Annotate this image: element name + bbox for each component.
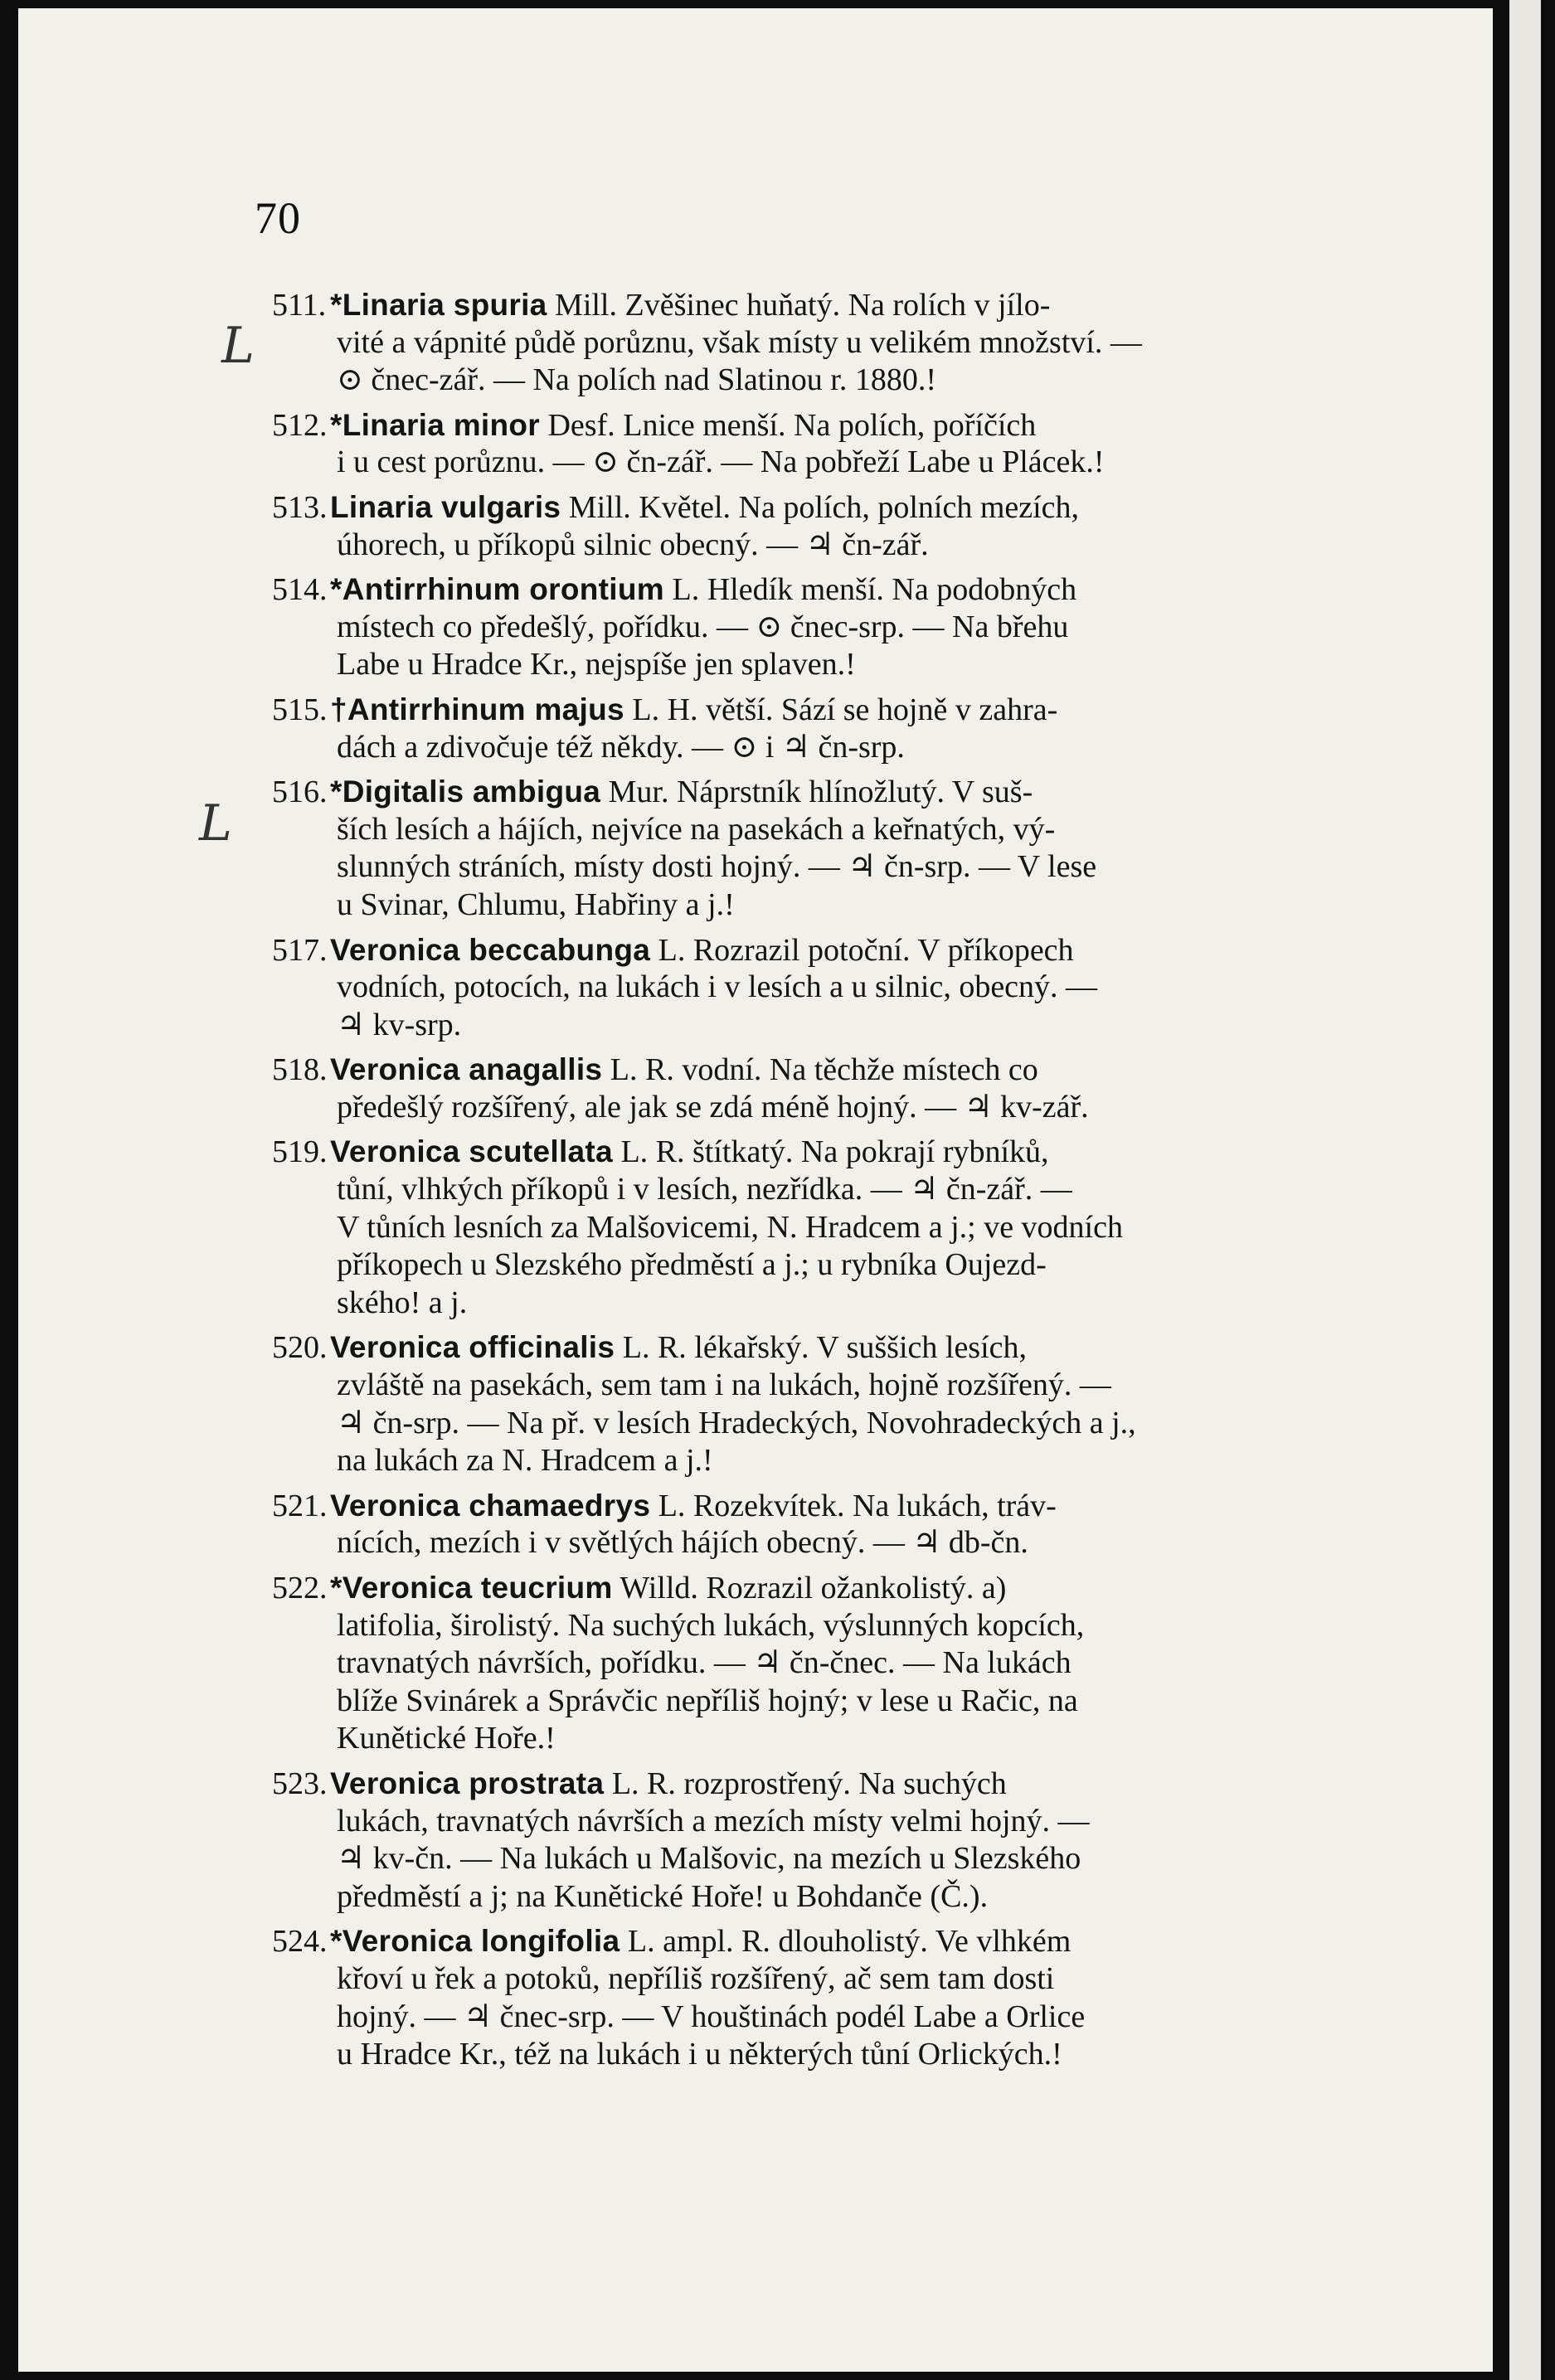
entry-text: příkopech u Slezského předměstí a j.; u rybníka Oujezd- xyxy=(337,1247,1047,1283)
entry xyxy=(272,286,1400,400)
entry-text: L. R. rozprostřený. Na suchých xyxy=(604,1766,1007,1801)
entry-first-line xyxy=(272,571,1400,609)
entry-number: 518. xyxy=(272,1052,328,1088)
entry xyxy=(272,1922,1400,2073)
entry xyxy=(272,691,1400,766)
entry-text: Labe u Hradce Kr., nejspíše jen splaven.! xyxy=(337,647,856,682)
entry-text: nících, mezích i v světlých hájích obecný. — ♃ db-čn. xyxy=(337,1525,1028,1561)
entry-line xyxy=(272,1840,1400,1878)
entry-text: Mur. Náprstník hlínožlutý. V suš- xyxy=(600,775,1033,810)
entry-number: 522. xyxy=(272,1571,328,1605)
entry-first-line xyxy=(272,488,1400,527)
entry-first-line xyxy=(272,773,1400,811)
entry-first-line xyxy=(272,1487,1400,1525)
entry-line xyxy=(272,1285,1400,1323)
entry-first-line xyxy=(272,1051,1400,1089)
entry-text: L. R. štítkatý. Na pokrají rybníků, xyxy=(612,1134,1049,1170)
entry-number: 513. xyxy=(272,489,328,525)
entry-text: L. ampl. R. dlouholistý. Ve vlhkém xyxy=(620,1924,1071,1960)
entry-line xyxy=(272,1524,1400,1562)
entry-line xyxy=(272,444,1400,482)
entry-text: vité a vápnité půdě porůznu, však místy u velikém množství. — xyxy=(337,324,1142,360)
species-name: Veronica prostrata xyxy=(330,1766,605,1800)
entry-text: Mill. Květel. Na polích, polních mezích, xyxy=(561,489,1080,525)
entry-text: místech co předešlý, pořídku. — ⊙ čnec-srp. — Na břehu xyxy=(337,609,1069,644)
entry xyxy=(272,1133,1400,1322)
species-name: *Linaria spuria xyxy=(330,288,547,322)
entry-line xyxy=(272,1720,1400,1758)
entry-line xyxy=(272,2036,1400,2074)
entry xyxy=(272,1328,1400,1479)
entry-text: L. Rozrazil potoční. V příkopech xyxy=(650,932,1074,968)
entry-text: křoví u řek a potoků, nepříliš rozšířený, ač sem tam dosti xyxy=(337,1960,1055,1996)
entry-number: 512. xyxy=(272,407,328,443)
species-name: *Antirrhinum orontium xyxy=(330,572,664,607)
entry-line xyxy=(272,1999,1400,2037)
book-page xyxy=(18,8,1493,2372)
entry-first-line xyxy=(272,406,1400,444)
entry-line xyxy=(272,1683,1400,1721)
entry xyxy=(272,488,1400,564)
entry-first-line xyxy=(272,1328,1400,1367)
entry-text: L. R. lékařský. V suššich lesích, xyxy=(615,1330,1028,1366)
entry-first-line xyxy=(272,931,1400,969)
entry-line xyxy=(272,969,1400,1007)
entry-line xyxy=(272,1960,1400,1999)
entry-line xyxy=(272,609,1400,647)
entry-text: L. H. větší. Sází se hojně v zahra- xyxy=(624,692,1058,727)
entry-line xyxy=(272,1171,1400,1209)
entry-line xyxy=(272,811,1400,849)
entry xyxy=(272,931,1400,1045)
entry-text: dách a zdivočuje též někdy. — ⊙ i ♃ čn-srp. xyxy=(337,729,905,765)
entry-first-line xyxy=(272,691,1400,729)
entry-number: 517. xyxy=(272,932,328,968)
entry xyxy=(272,1487,1400,1562)
entry-list xyxy=(272,286,1400,2081)
entry-text: L. R. vodní. Na těchže místech co xyxy=(602,1052,1038,1088)
entry-line xyxy=(272,362,1400,400)
entry-line xyxy=(272,1644,1400,1683)
entry-text: hojný. — ♃ čnec-srp. — V houštinách podél Labe a Orlice xyxy=(337,1999,1086,2034)
entry-line xyxy=(272,646,1400,684)
entry-line xyxy=(272,729,1400,767)
entry-first-line xyxy=(272,1133,1400,1171)
entry-line xyxy=(272,1803,1400,1841)
entry-text: ského! a j. xyxy=(337,1285,468,1320)
entry-text: tůní, vlhkých příkopů i v lesích, nezřídka. — ♃ čn-zář. — xyxy=(337,1172,1072,1207)
entry-text: úhorech, u příkopů silnic obecný. — ♃ čn-zář. xyxy=(337,527,929,562)
entry xyxy=(272,406,1400,482)
entry-text: ♃ kv-čn. — Na lukách u Malšovic, na mezích u Slezského xyxy=(337,1841,1081,1877)
entry-number: 514. xyxy=(272,572,328,608)
entry-text: lukách, travnatých návrších a mezích místy velmi hojný. — xyxy=(337,1803,1090,1838)
entry-text: ších lesích a hájích, nejvíce na pasekách a keřnatých, vý- xyxy=(337,811,1056,847)
entry-number: 516. xyxy=(272,775,328,810)
entry-line xyxy=(272,1367,1400,1405)
entry-line xyxy=(272,1007,1400,1045)
entry-text: předměstí a j; na Kunětické Hoře! u Bohdanče (Č.). xyxy=(337,1878,989,1914)
entry-number: 515. xyxy=(272,692,328,727)
entry-first-line xyxy=(272,1569,1400,1607)
entry-number: 511. xyxy=(272,288,327,323)
entry-text: Desf. Lnice menší. Na polích, poříčích xyxy=(539,407,1037,443)
entry-text: ♃ čn-srp. — Na př. v lesích Hradeckých, Novohradeckých a j., xyxy=(337,1405,1136,1440)
species-name: †Antirrhinum majus xyxy=(330,692,624,726)
entry xyxy=(272,1051,1400,1126)
entry-text: Kunětické Hoře.! xyxy=(337,1721,556,1756)
entry-text: slunných stráních, místy dosti hojný. — ♃ čn-srp. — V lese xyxy=(337,849,1097,885)
entry xyxy=(272,773,1400,924)
entry-line xyxy=(272,1405,1400,1443)
page-number: 70 xyxy=(255,193,301,243)
entry-text: u Svinar, Chlumu, Habřiny a j.! xyxy=(337,886,735,922)
entry-line xyxy=(272,1089,1400,1127)
entry-line xyxy=(272,527,1400,565)
entry-line xyxy=(272,886,1400,925)
entry-text: Willd. Rozrazil ožankolistý. a) xyxy=(612,1571,1007,1605)
entry-text: předešlý rozšířený, ale jak se zdá méně hojný. — ♃ kv-zář. xyxy=(337,1089,1089,1124)
species-name: *Digitalis ambigua xyxy=(330,775,601,809)
entry-number: 521. xyxy=(272,1488,328,1523)
species-name: Veronica chamaedrys xyxy=(330,1488,651,1523)
species-name: Veronica officinalis xyxy=(330,1330,615,1365)
entry-first-line xyxy=(272,1922,1400,1960)
entry-text: u Hradce Kr., též na lukách i u některých tůní Orlických.! xyxy=(337,2037,1062,2072)
entry-line xyxy=(272,1878,1400,1916)
entry-first-line xyxy=(272,1765,1400,1803)
species-name: Veronica beccabunga xyxy=(330,932,651,967)
species-name: *Veronica teucrium xyxy=(330,1571,613,1605)
entry-text: vodních, potocích, na lukách i v lesích a u silnic, obecný. — xyxy=(337,969,1098,1005)
entry-text: blíže Svinárek a Správčic nepříliš hojný; v lese u Račic, na xyxy=(337,1683,1078,1718)
entry-text: travnatých návrších, pořídku. — ♃ čn-čnec. — Na lukách xyxy=(337,1645,1071,1681)
entry xyxy=(272,571,1400,684)
species-name: *Linaria minor xyxy=(330,407,540,442)
entry-number: 523. xyxy=(272,1766,328,1801)
entry xyxy=(272,1765,1400,1916)
entry-text: Mill. Zvěšinec huňatý. Na rolích v jílo- xyxy=(547,288,1051,323)
species-name: *Veronica longifolia xyxy=(330,1924,620,1959)
species-name: Veronica anagallis xyxy=(330,1052,603,1087)
entry-line xyxy=(272,1246,1400,1285)
entry-text: latifolia, širolistý. Na suchých lukách, výslunných kopcích, xyxy=(337,1607,1085,1643)
entry-line xyxy=(272,848,1400,886)
entry-line xyxy=(272,324,1400,362)
entry-text: V tůních lesních za Malšovicemi, N. Hradcem a j.; ve vodních xyxy=(337,1209,1123,1245)
entry-number: 519. xyxy=(272,1134,328,1170)
entry-first-line xyxy=(272,286,1400,324)
margin-annotation: L xyxy=(221,317,255,375)
adjacent-page-edge xyxy=(1509,0,1541,2380)
entry-text: L. Hledík menší. Na podobných xyxy=(663,572,1077,608)
entry-line xyxy=(272,1442,1400,1480)
entry-line xyxy=(272,1607,1400,1645)
entry-text: i u cest porůznu. — ⊙ čn-zář. — Na pobřeží Labe u Plácek.! xyxy=(337,444,1105,480)
entry-text: ⊙ čnec-zář. — Na polích nad Slatinou r. 1880.! xyxy=(337,362,937,398)
entry-text: zvláště na pasekách, sem tam i na lukách, hojně rozšířený. — xyxy=(337,1367,1111,1403)
entry-number: 520. xyxy=(272,1330,328,1366)
species-name: Veronica scutellata xyxy=(330,1134,613,1169)
entry-text: na lukách za N. Hradcem a j.! xyxy=(337,1443,713,1479)
entry-text: ♃ kv-srp. xyxy=(337,1007,462,1042)
entry-line xyxy=(272,1209,1400,1247)
entry-text: L. Rozekvítek. Na lukách, tráv- xyxy=(650,1488,1057,1523)
species-name: Linaria vulgaris xyxy=(330,489,561,524)
margin-annotation: L xyxy=(199,794,232,852)
entry xyxy=(272,1569,1400,1758)
entry-number: 524. xyxy=(272,1924,328,1960)
